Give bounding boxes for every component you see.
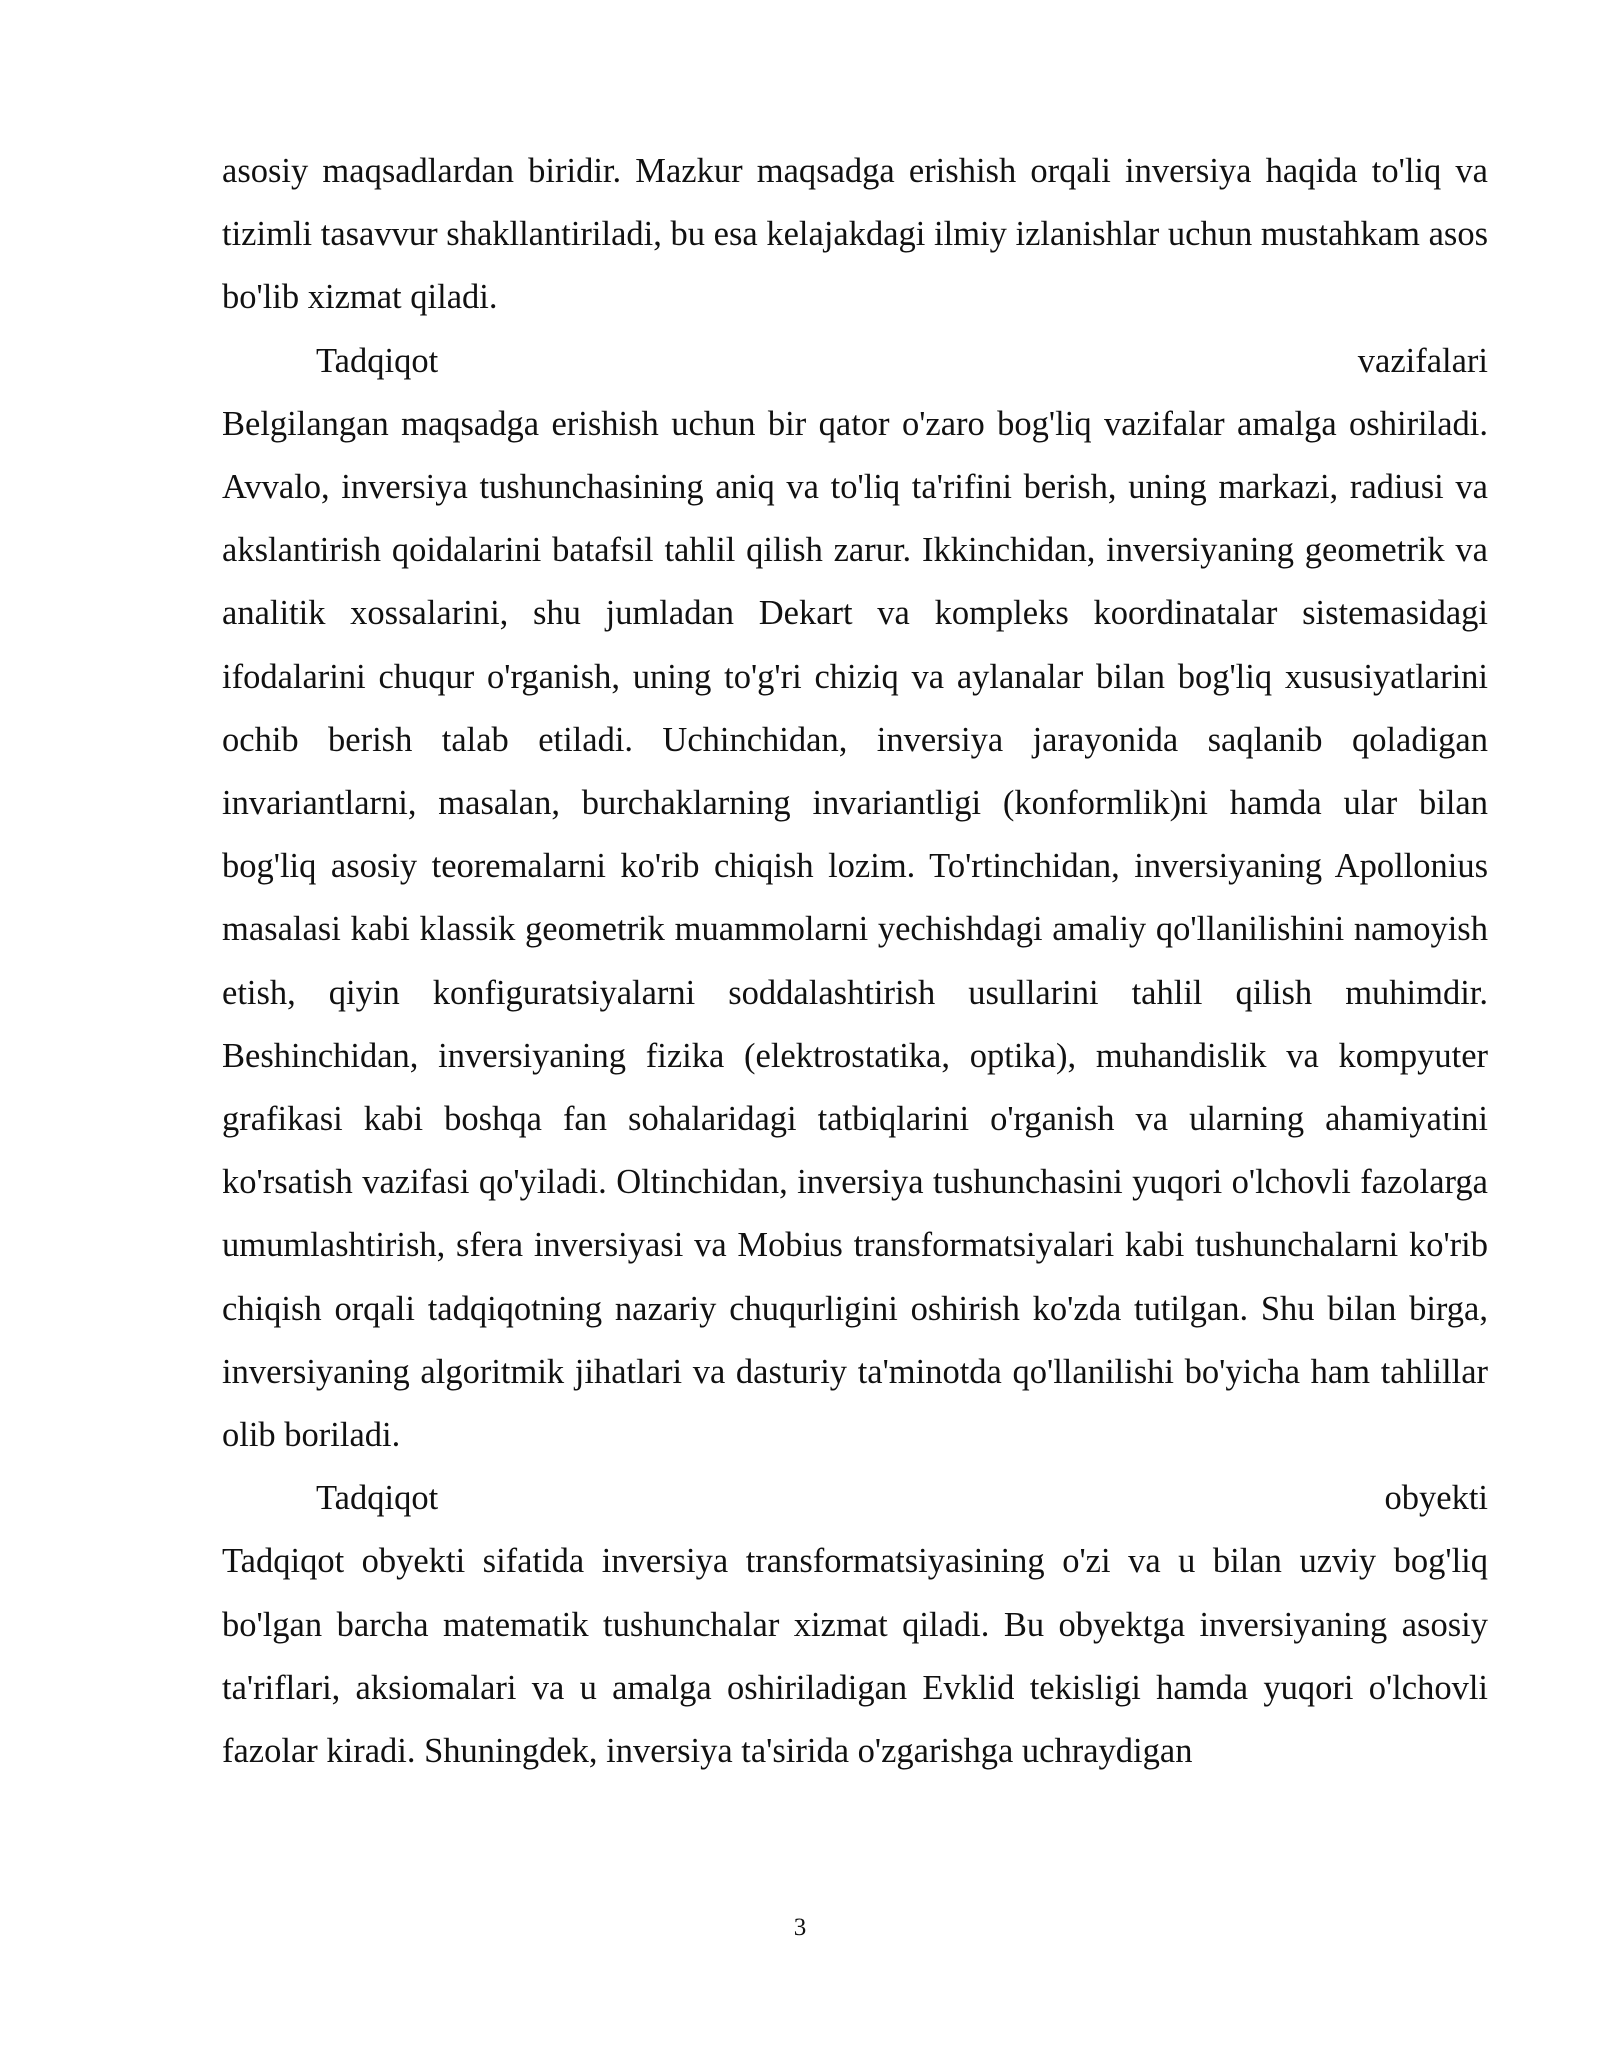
intro-paragraph: asosiy maqsadlardan biridir. Mazkur maqsadga erishish orqali inversiya haqida to'liq va tizimli tasavvur shakllantiriladi, bu esa kelajakdagi ilmiy izlanishlar uchun mustahkam asos bo'lib xizmat qiladi. <box>222 152 1488 317</box>
tasks-heading-right: vazifalari <box>1357 341 1488 380</box>
object-heading-left: Tadqiqot <box>316 1479 439 1518</box>
object-paragraph: Tadqiqot obyekti sifatida inversiya transformatsiyasining o'zi va u bilan uzviy bog'liq bo'lgan barcha matematik tushunchalar xizmat qiladi. Bu obyektga inversiyaning asosiy ta'riflari, aksiomalari va u amalga oshiriladigan Evklid tekisligi hamda yuqori o'lchovli fazolar kiradi. Shuningdek, inversiya ta'sirida o'zgarishga uchraydigan <box>222 1542 1488 1771</box>
tasks-heading <box>222 330 1488 393</box>
tasks-heading-left: Tadqiqot <box>316 341 439 380</box>
tasks-paragraph: Belgilangan maqsadga erishish uchun bir qator o'zaro bog'liq vazifalar amalga oshiriladi. Avvalo, inversiya tushunchasining aniq va to'liq ta'rifini berish, uning markazi, radiusi va akslantirish qoidalarini batafsil tahlil qilish zarur. Ikkinchidan, inversiyaning geometrik va analitik xossalarini, shu jumladan Dekart va kompleks koordinatalar sistemasidagi ifodalarini chuqur o'rganish, uning to'g'ri chiziq va aylanalar bilan bog'liq xususiyatlarini ochib berish talab etiladi. Uchinchidan, inversiya jarayonida saqlanib qoladigan invariantlarni, masalan, burchaklarning invariantligi (konformlik)ni hamda ular bilan bog'liq asosiy teoremalarni ko'rib chiqish lozim. To'rtinchidan, inversiyaning Apollonius masalasi kabi klassik geometrik muammolarni yechishdagi amaliy qo'llanilishini namoyish etish, qiyin konfiguratsiyalarni soddalashtirish usullarini tahlil qilish muhimdir. Beshinchidan, inversiyaning fizika (elektrostatika, optika), muhandislik va kompyuter grafikasi kabi boshqa fan sohalaridagi tatbiqlarini o'rganish va ularning ahamiyatini ko'rsatish vazifasi qo'yiladi. Oltinchidan, inversiya tushunchasini yuqori o'lchovli fazolarga umumlashtirish, sfera inversiyasi va Mobius transformatsiyalari kabi tushunchalarni ko'rib chiqish orqali tadqiqotning nazariy chuqurligini oshirish ko'zda tutilgan. Shu bilan birga, inversiyaning algoritmik jihatlari va dasturiy ta'minotda qo'llanilishi bo'yicha ham tahlillar olib boriladi. <box>222 404 1488 1455</box>
object-heading-right: obyekti <box>1384 1479 1488 1518</box>
body-text <box>222 140 1488 1783</box>
object-heading <box>222 1467 1488 1530</box>
page-number: 3 <box>793 1914 807 1941</box>
